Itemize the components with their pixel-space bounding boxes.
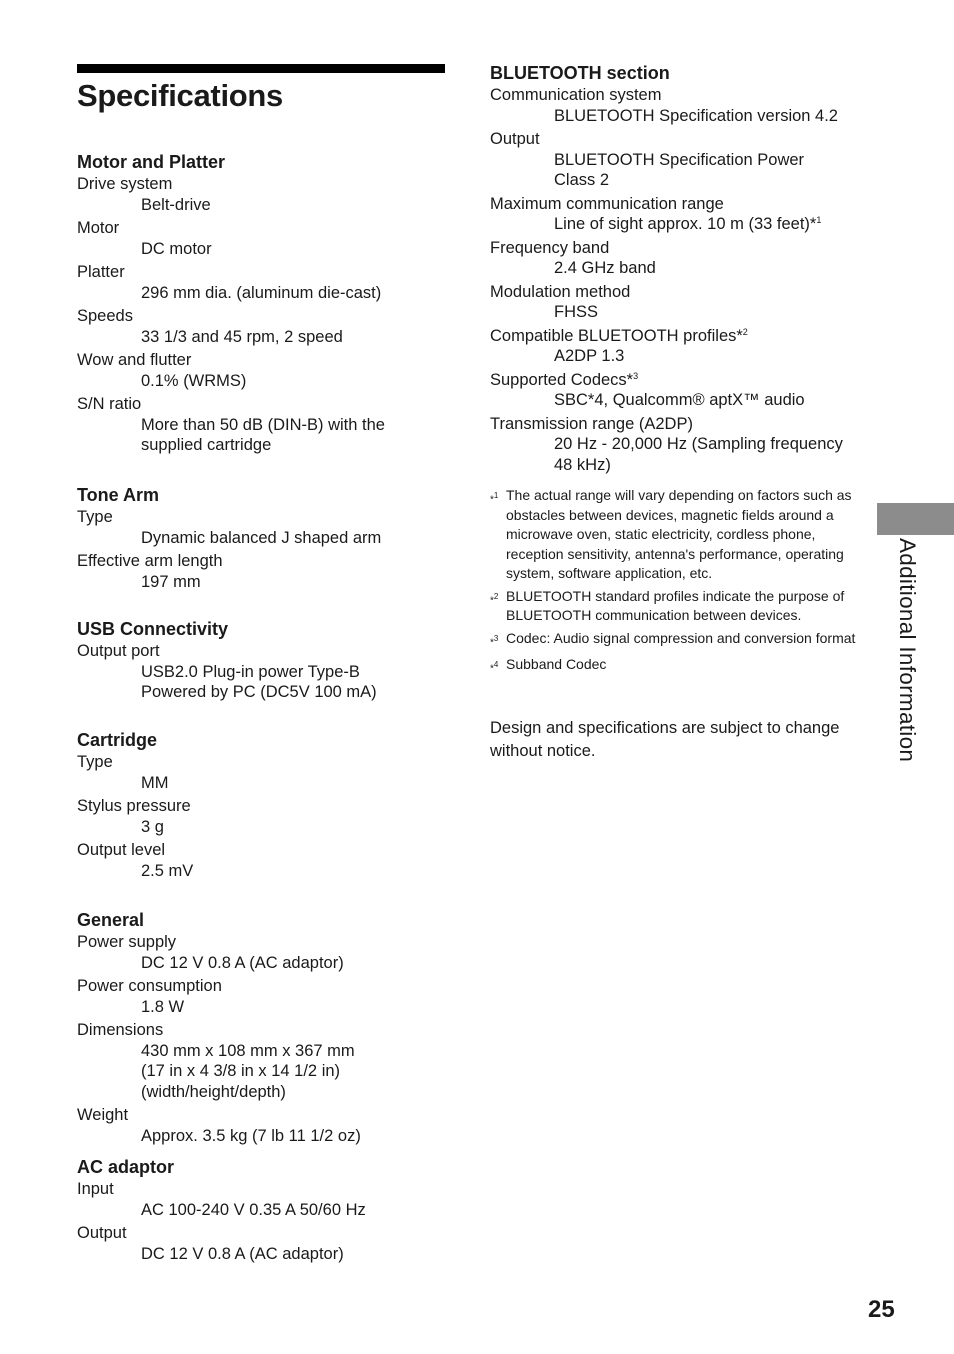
spec-value: Line of sight approx. 10 m (33 feet)*$^1$ bbox=[554, 215, 822, 233]
section-heading: USB Connectivity bbox=[77, 619, 229, 639]
section-heading: General bbox=[77, 910, 145, 930]
spec-term: Power consumption bbox=[77, 977, 222, 995]
spec-term: Platter bbox=[77, 263, 125, 281]
footnote-list bbox=[490, 486, 862, 682]
footnote-text: BLUETOOTH standard profiles indicate the purpose of BLUETOOTH communication between devices. bbox=[506, 587, 845, 623]
spec-term: Supported Codecs*$^3$ bbox=[490, 370, 639, 389]
footnote-mark: *$^3$ bbox=[490, 633, 499, 648]
spec-value: 2.5 mV bbox=[141, 861, 194, 880]
spec-term: Output bbox=[77, 1224, 127, 1242]
spec-term: Speeds bbox=[77, 307, 133, 325]
section-heading: Cartridge bbox=[77, 730, 158, 750]
footnote-mark: *$^1$ bbox=[490, 491, 499, 506]
footnote-text: Codec: Audio signal compression and conversion format bbox=[506, 629, 856, 646]
spec-term: Transmission range (A2DP) bbox=[490, 414, 693, 433]
spec-term: Weight bbox=[77, 1106, 129, 1124]
spec-term: Communication system bbox=[490, 86, 662, 104]
spec-value: Dynamic balanced J shaped arm bbox=[141, 528, 382, 547]
spec-value: AC 100-240 V 0.35 A 50/60 Hz bbox=[141, 1200, 366, 1219]
spec-section-general bbox=[77, 908, 445, 1149]
footnote-item bbox=[490, 655, 862, 679]
spec-term: Dimensions bbox=[77, 1021, 164, 1039]
spec-value: BLUETOOTH Specification Power Class 2 bbox=[554, 150, 805, 189]
footnote-item bbox=[490, 587, 862, 626]
spec-value: 2.4 GHz band bbox=[554, 259, 656, 277]
spec-section-ac-adaptor bbox=[77, 1155, 445, 1267]
section-heading: BLUETOOTH section bbox=[490, 63, 670, 83]
spec-value: DC motor bbox=[141, 239, 212, 258]
spec-term: Compatible BLUETOOTH profiles*$^2$ bbox=[490, 326, 748, 345]
spec-value: SBC*4, Qualcomm® aptX™ audio bbox=[554, 391, 805, 409]
spec-value: 296 mm dia. (aluminum die-cast) bbox=[141, 283, 382, 302]
footnote-item bbox=[490, 629, 862, 653]
page-number: 25 bbox=[868, 1296, 895, 1323]
footnote-ref: 1 bbox=[816, 215, 822, 225]
spec-value: FHSS bbox=[554, 303, 599, 321]
spec-term: Maximum communication range bbox=[490, 194, 724, 213]
spec-term: Output level bbox=[77, 841, 166, 859]
spec-term: Type bbox=[77, 508, 113, 526]
spec-term: S/N ratio bbox=[77, 395, 142, 413]
spec-value: 20 Hz - 20,000 Hz (Sampling frequency 48 kHz) bbox=[554, 435, 843, 474]
footnote-mark: *$^4$ bbox=[490, 660, 499, 675]
spec-term: Wow and flutter bbox=[77, 351, 192, 369]
spec-value: DC 12 V 0.8 A (AC adaptor) bbox=[141, 1244, 344, 1263]
spec-value: Approx. 3.5 kg (7 lb 11 1/2 oz) bbox=[141, 1126, 361, 1145]
spec-value: 1.8 W bbox=[141, 997, 185, 1016]
spec-value: BLUETOOTH Specification version 4.2 bbox=[554, 106, 838, 125]
spec-term: Drive system bbox=[77, 175, 173, 193]
spec-section-cartridge bbox=[77, 728, 445, 884]
section-tab-label: Additional Information bbox=[895, 538, 920, 763]
spec-value: 197 mm bbox=[141, 572, 201, 591]
spec-value: 0.1% (WRMS) bbox=[141, 371, 247, 390]
spec-value: Belt-drive bbox=[141, 195, 211, 214]
spec-section-usb bbox=[77, 617, 445, 706]
specification-notice: Design and specifications are subject to change without notice. bbox=[490, 719, 840, 760]
spec-value: DC 12 V 0.8 A (AC adaptor) bbox=[141, 953, 344, 972]
spec-term: Power supply bbox=[77, 933, 177, 951]
spec-term: Frequency band bbox=[490, 238, 610, 257]
footnote-text: Subband Codec bbox=[506, 656, 607, 673]
page-title: Specifications bbox=[77, 78, 283, 113]
footnote-text: The actual range will vary depending on factors such as obstacles between devices, magnetic fields around a microwave oven, static electricity, cordless phone, reception sensitivity, antenna's performance, operating system, software application, etc. bbox=[506, 487, 852, 581]
spec-term: Type bbox=[77, 753, 113, 771]
spec-section-tonearm bbox=[77, 483, 445, 595]
spec-term: Output port bbox=[77, 642, 160, 660]
footnote-ref: 2 bbox=[742, 326, 748, 337]
footnote-item bbox=[490, 486, 862, 584]
spec-section-motor bbox=[77, 150, 445, 459]
section-heading: AC adaptor bbox=[77, 1157, 175, 1177]
section-tab-marker bbox=[877, 503, 954, 535]
spec-value: More than 50 dB (DIN-B) with the supplied cartridge bbox=[141, 415, 385, 454]
spec-term: Motor bbox=[77, 219, 120, 237]
spec-value: A2DP 1.3 bbox=[554, 347, 625, 365]
spec-value: 3 g bbox=[141, 817, 164, 836]
title-rule bbox=[77, 64, 445, 73]
spec-value: 33 1/3 and 45 rpm, 2 speed bbox=[141, 327, 343, 346]
spec-term: Input bbox=[77, 1180, 114, 1198]
spec-term: Output bbox=[490, 130, 540, 148]
spec-term: Modulation method bbox=[490, 282, 631, 301]
section-heading: Motor and Platter bbox=[77, 152, 226, 172]
spec-term: Effective arm length bbox=[77, 552, 223, 570]
footnote-ref: 3 bbox=[633, 370, 639, 381]
spec-value: MM bbox=[141, 773, 169, 792]
section-heading: Tone Arm bbox=[77, 485, 160, 505]
spec-term: Stylus pressure bbox=[77, 797, 191, 815]
footnote-mark: *$^2$ bbox=[490, 591, 499, 606]
spec-value: 430 mm x 108 mm x 367 mm (17 in x 4 3/8 in x 14 1/2 in) (width/height/depth) bbox=[141, 1041, 355, 1101]
spec-value: USB2.0 Plug-in power Type-B Powered by PC (DC5V 100 mA) bbox=[141, 662, 377, 701]
spec-section-bluetooth bbox=[490, 61, 862, 478]
